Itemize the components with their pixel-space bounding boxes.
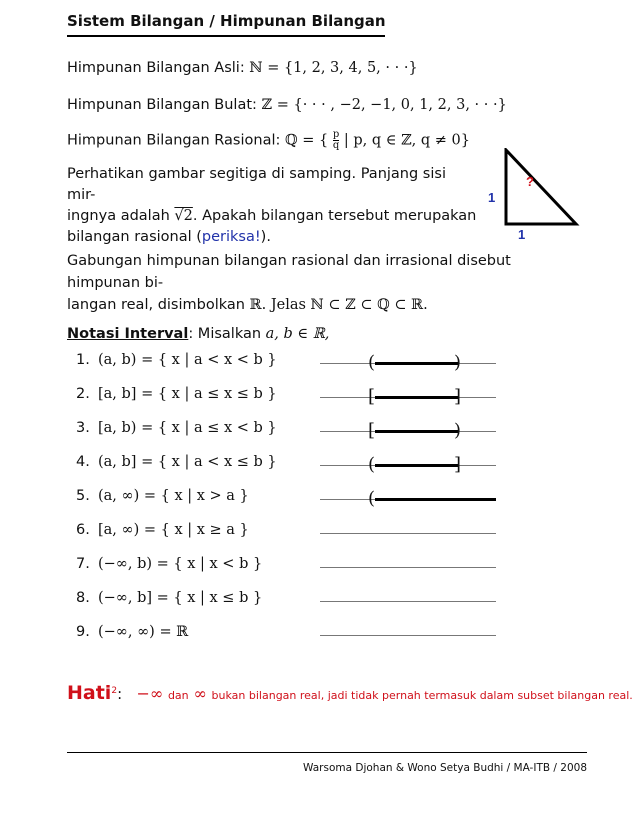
triangle-para-line3	[67, 227, 477, 248]
interval-item-number: 9.	[76, 624, 90, 640]
interval-segment	[375, 464, 458, 467]
page-title: Sistem Bilangan / Himpunan Bilangan	[67, 12, 386, 30]
rational-expr-a: ℚ = {	[285, 132, 329, 149]
rational-fraction	[333, 130, 339, 151]
real-numbers-paragraph	[67, 250, 587, 316]
hati-text: bukan bilangan real, jadi tidak pernah termasuk dalam subset bilangan real.	[211, 689, 633, 702]
interval-item-expression: [a, b] = { x | a ≤ x ≤ b }	[98, 386, 277, 402]
triangle-para-line1: Perhatikan gambar segitiga di samping. Panjang sisi mir-	[67, 166, 446, 203]
interval-item	[76, 590, 262, 606]
integer-label: Himpunan Bilangan Bulat:	[67, 97, 257, 113]
real-para-line1: Gabungan himpunan bilangan rasional dan irrasional disebut himpunan bi-	[67, 253, 511, 291]
interval-segment	[375, 362, 458, 365]
right-endpoint-bracket: )	[454, 420, 462, 441]
left-endpoint-bracket: [	[368, 420, 376, 441]
left-endpoint-bracket: (	[368, 454, 376, 475]
number-line	[320, 533, 496, 534]
interval-segment	[375, 430, 458, 433]
interval-segment	[375, 498, 496, 501]
interval-title: Notasi Interval	[67, 326, 189, 342]
right-endpoint-bracket: ]	[454, 386, 462, 407]
interval-item-expression: [a, b) = { x | a ≤ x < b }	[98, 420, 277, 436]
rational-expr-b: | p, q ∈ ℤ, q ≠ 0}	[343, 132, 470, 149]
interval-item	[76, 556, 262, 572]
triangle-hypotenuse-label: ?	[526, 174, 534, 189]
triangle-bottom-side-label: 1	[518, 227, 526, 240]
interval-item	[76, 420, 277, 436]
periksa-link[interactable]: periksa!	[201, 229, 261, 245]
triangle-para-line2	[67, 206, 477, 227]
right-endpoint-bracket: )	[454, 352, 462, 373]
line2-text-rest: . Apakah bilangan tersebut merupakan	[192, 208, 477, 224]
left-endpoint-bracket: (	[368, 488, 376, 509]
neg-infinity-symbol: −∞	[136, 684, 164, 703]
number-line	[320, 601, 496, 602]
interval-intro: : Misalkan	[188, 326, 266, 342]
interval-item	[76, 488, 249, 504]
interval-item	[76, 624, 188, 640]
line2-text: ingnya adalah	[67, 208, 175, 224]
interval-heading	[67, 326, 329, 342]
hati-word: Hati	[67, 682, 112, 704]
integers-line	[67, 97, 507, 113]
interval-item-expression: (−∞, b] = { x | x ≤ b }	[98, 590, 263, 606]
interval-item-number: 4.	[76, 454, 90, 470]
interval-item-expression: (a, b) = { x | a < x < b }	[98, 352, 277, 368]
line3-text: bilangan rasional (	[67, 229, 202, 245]
real-para-math: ℝ. Jelas ℕ ⊂ ℤ ⊂ ℚ ⊂ ℝ.	[249, 297, 428, 313]
interval-item-expression: [a, ∞) = { x | x ≥ a }	[98, 522, 249, 538]
interval-item	[76, 522, 249, 538]
natural-numbers-line	[67, 60, 418, 76]
infinity-symbol: ∞	[193, 684, 207, 703]
hati-note	[67, 682, 633, 704]
interval-item-expression: (−∞, b) = { x | x < b }	[98, 556, 263, 572]
interval-item-number: 7.	[76, 556, 90, 572]
interval-item-number: 2.	[76, 386, 90, 402]
interval-item-number: 5.	[76, 488, 90, 504]
interval-item-number: 3.	[76, 420, 90, 436]
interval-item-number: 1.	[76, 352, 90, 368]
hati-colon: :	[117, 685, 123, 703]
real-para-text: langan real, disimbolkan	[67, 297, 250, 313]
triangle-left-side-label: 1	[488, 190, 496, 205]
interval-item-expression: (a, ∞) = { x | x > a }	[98, 488, 249, 504]
interval-item-expression: (a, b] = { x | a < x ≤ b }	[98, 454, 277, 470]
natural-label: Himpunan Bilangan Asli:	[67, 60, 245, 76]
natural-expr: ℕ = {1, 2, 3, 4, 5, · · ·}	[249, 60, 418, 76]
right-triangle-figure	[480, 148, 590, 240]
rationals-line	[67, 130, 470, 151]
interval-item-expression: (−∞, ∞) = ℝ	[98, 624, 189, 640]
interval-item	[76, 386, 277, 402]
left-endpoint-bracket: (	[368, 352, 376, 373]
number-line	[320, 567, 496, 568]
sqrt-two: √2	[174, 208, 193, 224]
number-line	[320, 635, 496, 636]
fraction-numerator: p	[332, 129, 340, 140]
interval-item-number: 8.	[76, 590, 90, 606]
interval-item	[76, 352, 277, 368]
triangle-shape	[506, 150, 576, 224]
fraction-denominator: q	[332, 140, 340, 151]
interval-item-number: 6.	[76, 522, 90, 538]
hati-dan: dan	[167, 689, 189, 702]
left-endpoint-bracket: [	[368, 386, 376, 407]
real-para-line2	[67, 294, 587, 316]
rational-label: Himpunan Bilangan Rasional:	[67, 132, 281, 149]
triangle-paragraph	[67, 164, 477, 248]
line3-text-end: ).	[260, 229, 271, 245]
footer-rule	[67, 752, 587, 753]
interval-item	[76, 454, 277, 470]
interval-segment	[375, 396, 458, 399]
footer-credit: Warsoma Djohan & Wono Setya Budhi / MA-ITB / 2008	[303, 762, 587, 774]
title-underline	[67, 35, 385, 37]
integer-expr: ℤ = {· · · , −2, −1, 0, 1, 2, 3, · · ·}	[261, 97, 507, 113]
hati-superscript: 2	[111, 686, 118, 696]
right-endpoint-bracket: ]	[454, 454, 462, 475]
interval-intro-math: a, b ∈ ℝ,	[265, 326, 330, 342]
